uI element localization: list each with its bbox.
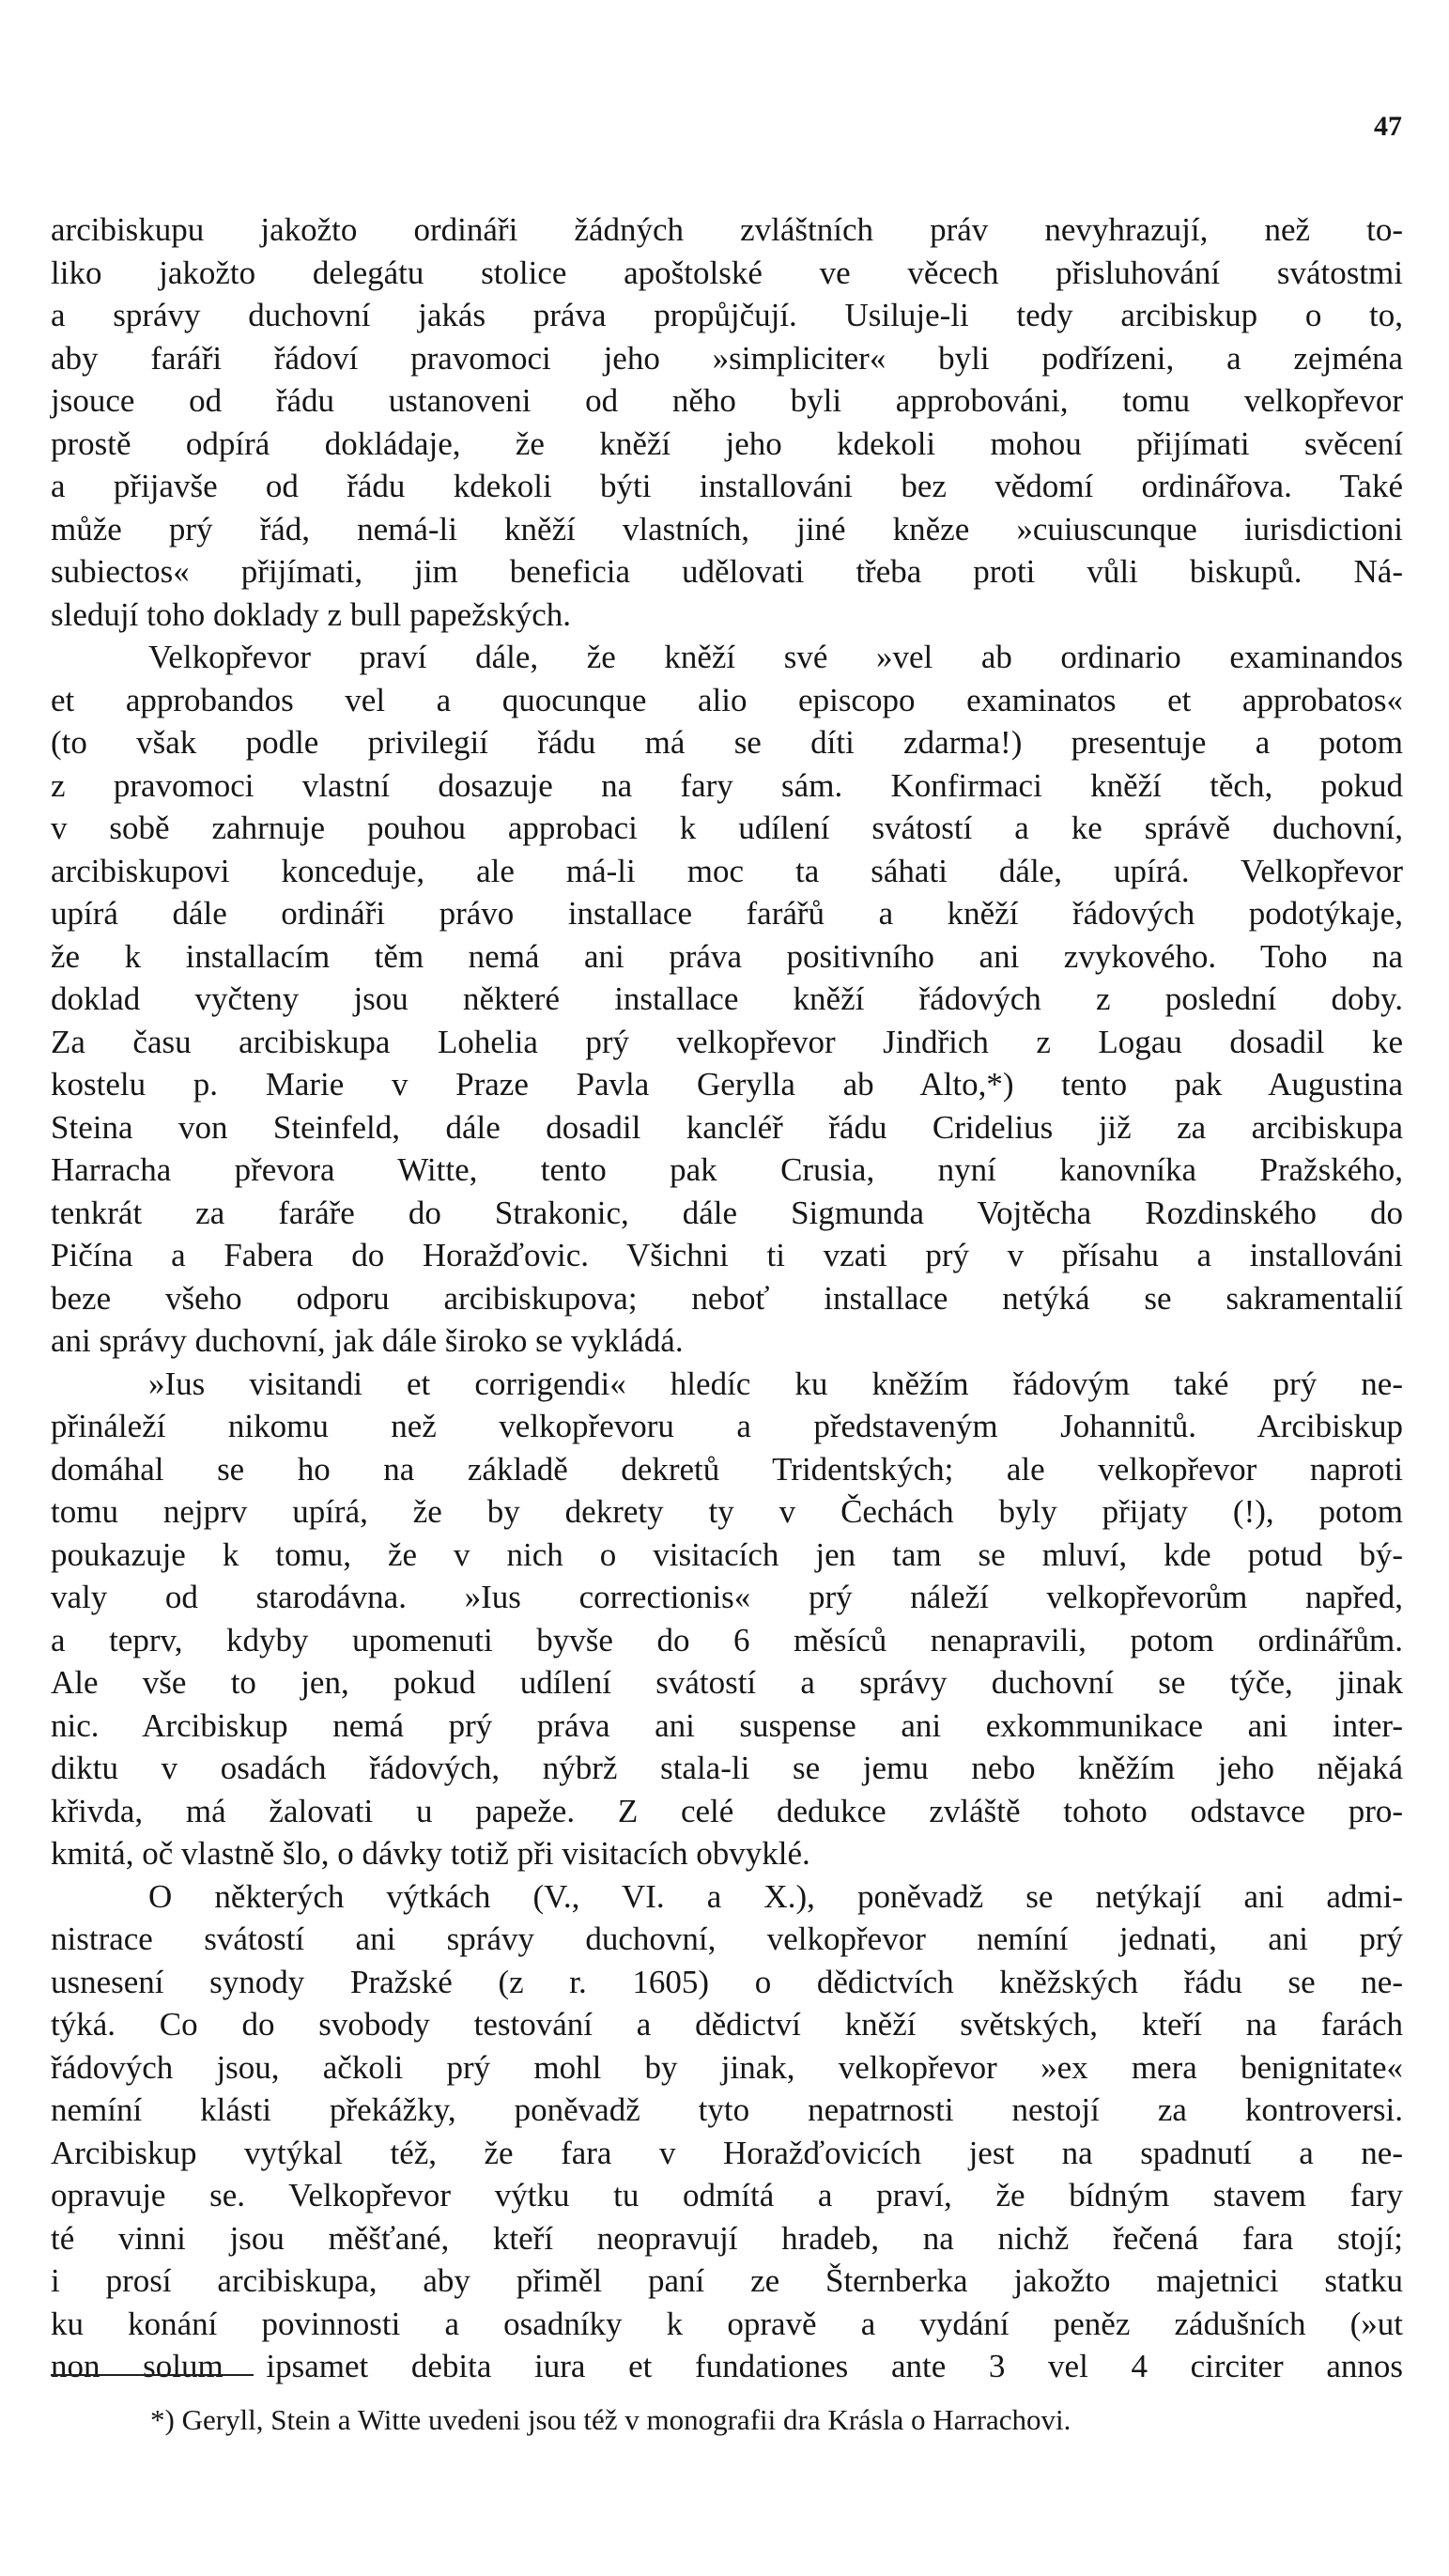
text-line: usnesení synody Pražské (z r. 1605) o dědictvích kněžských řádu se ne- bbox=[51, 1963, 1403, 2000]
text-line: valy od starodávna. »Ius correctionis« prý náleží velkopřevorům napřed, bbox=[51, 1579, 1403, 1615]
footnote-divider bbox=[51, 2374, 254, 2376]
text-line: i prosí arcibiskupa, aby přiměl paní ze Šternberka jakožto majetnici statku bbox=[51, 2262, 1403, 2299]
text-line: diktu v osadách řádových, nýbrž stala-li se jemu nebo kněžím jeho nějaká bbox=[51, 1750, 1403, 1786]
body-text bbox=[51, 208, 1403, 2388]
text-line: sledují toho doklady z bull papežských. bbox=[51, 595, 572, 633]
text-line: upírá dále ordináři právo installace farářů a kněží řádových podotýkaje, bbox=[51, 895, 1403, 932]
text-line: kmitá, oč vlastně šlo, o dávky totiž při visitacích obvyklé. bbox=[51, 1835, 810, 1872]
text-line: doklad vyčteny jsou některé installace kněží řádových z poslední doby. bbox=[51, 980, 1403, 1017]
footnote: *) Geryll, Stein a Witte uvedeni jsou též v monografii dra Krásla o Harrachovi. bbox=[150, 2403, 1071, 2436]
text-line: beze všeho odporu arcibiskupova; neboť installace netýká se sakramentalií bbox=[51, 1279, 1403, 1317]
text-line: aby faráři řádoví pravomoci jeho »simpliciter« byli podřízeni, a zejména bbox=[51, 339, 1403, 377]
text-line: tenkrát za faráře do Strakonic, dále Sigmunda Vojtěcha Rozdinského do bbox=[51, 1194, 1403, 1231]
text-line: subiectos« přijímati, jim beneficia udělovati třeba proti vůli biskupů. Ná- bbox=[51, 553, 1403, 590]
text-line: arcibiskupovi konceduje, ale má-li moc ta sáhati dále, upírá. Velkopřevor bbox=[51, 852, 1403, 889]
text-line: nic. Arcibiskup nemá prý práva ani suspense ani exkommunikace ani inter- bbox=[51, 1706, 1403, 1744]
text-line: et approbandos vel a quocunque alio episcopo examinatos et approbatos« bbox=[51, 681, 1403, 718]
text-line: té vinni jsou měšťané, kteří neopravují hradeb, na nichž řečená fara stojí; bbox=[51, 2219, 1403, 2257]
text-line: poukazuje k tomu, že v nich o visitacích jen tam se mluví, kde potud bý- bbox=[51, 1535, 1403, 1573]
text-line: že k installacím těm nemá ani práva positivního ani zvykového. Toho na bbox=[51, 937, 1403, 975]
text-line: liko jakožto delegátu stolice apoštolské ve věcech přisluhování svátostmi bbox=[51, 254, 1403, 291]
text-line: kostelu p. Marie v Praze Pavla Gerylla ab Alto,*) tento pak Augustina bbox=[51, 1066, 1403, 1103]
text-line: Ale vše to jen, pokud udílení svátostí a správy duchovní se týče, jinak bbox=[51, 1664, 1403, 1701]
text-line: domáhal se ho na základě dekretů Tridentských; ale velkopřevor naproti bbox=[51, 1450, 1403, 1488]
text-line: opravuje se. Velkopřevor výtku tu odmítá a praví, že bídným stavem fary bbox=[51, 2177, 1403, 2214]
text-line: Za času arcibiskupa Lohelia prý velkopřevor Jindřich z Logau dosadil ke bbox=[51, 1023, 1403, 1060]
text-line: Velkopřevor praví dále, že kněží své »vel ab ordinario examinandos bbox=[148, 639, 1403, 675]
text-line: Harracha převora Witte, tento pak Crusia, nyní kanovníka Pražského, bbox=[51, 1151, 1403, 1188]
text-line: O některých výtkách (V., VI. a X.), poněvadž se netýkají ani admi- bbox=[148, 1877, 1403, 1915]
text-line: Pičína a Fabera do Horažďovic. Všichni ti vzati prý v přísahu a installováni bbox=[51, 1237, 1403, 1273]
text-line: a teprv, kdyby upomenuti byvše do 6 měsíců nenapravili, potom ordinářům. bbox=[51, 1621, 1403, 1658]
text-line: a správy duchovní jakás práva propůjčují. Usiluje-li tedy arcibiskup o to, bbox=[51, 297, 1403, 333]
text-line: týká. Co do svobody testování a dědictví kněží světských, kteří na farách bbox=[51, 2006, 1403, 2043]
text-line: Steina von Steinfeld, dále dosadil kancléř řádu Cridelius již za arcibiskupa bbox=[51, 1108, 1403, 1146]
text-line: tomu nejprv upírá, že by dekrety ty v Čechách byly přijaty (!), potom bbox=[51, 1493, 1403, 1530]
text-line: může prý řád, nemá-li kněží vlastních, jiné kněze »cuiuscunque iurisdictioni bbox=[51, 510, 1403, 548]
text-line: Arcibiskup vytýkal též, že fara v Horažďovicích jest na spadnutí a ne- bbox=[51, 2134, 1403, 2171]
text-line: non solum ipsamet debita iura et fundationes ante 3 vel 4 circiter annos bbox=[51, 2348, 1403, 2384]
text-line: »Ius visitandi et corrigendi« hledíc ku kněžím řádovým také prý ne- bbox=[148, 1365, 1403, 1402]
text-line: (to však podle privilegií řádu má se díti zdarma!) presentuje a potom bbox=[51, 724, 1403, 761]
text-line: ku konání povinnosti a osadníky k opravě a vydání peněz zádušních (»ut bbox=[51, 2305, 1403, 2342]
text-line: křivda, má žalovati u papeže. Z celé dedukce zvláště tohoto odstavce pro- bbox=[51, 1792, 1403, 1829]
text-line: a přijavše od řádu kdekoli býti installováni bez vědomí ordinářova. Také bbox=[51, 468, 1403, 504]
text-line: nemíní klásti překážky, poněvadž tyto nepatrnosti nestojí za kontroversi. bbox=[51, 2091, 1403, 2128]
page-number: 47 bbox=[1374, 111, 1402, 142]
text-line: z pravomoci vlastní dosazuje na fary sám. Konfirmaci kněží těch, pokud bbox=[51, 766, 1403, 804]
text-line: jsouce od řádu ustanoveni od něho byli approbováni, tomu velkopřevor bbox=[51, 382, 1403, 419]
text-line: nistrace svátostí ani správy duchovní, velkopřevor nemíní jednati, ani prý bbox=[51, 1920, 1403, 1957]
text-line: řádových jsou, ačkoli prý mohl by jinak, velkopřevor »ex mera benignitate« bbox=[51, 2048, 1403, 2086]
text-line: ani správy duchovní, jak dále široko se vykládá. bbox=[51, 1322, 684, 1359]
text-line: arcibiskupu jakožto ordináři žádných zvláštních práv nevyhrazují, než to- bbox=[51, 211, 1403, 248]
text-line: přináleží nikomu než velkopřevoru a představeným Johannitů. Arcibiskup bbox=[51, 1408, 1403, 1444]
text-line: prostě odpírá dokládaje, že kněží jeho kdekoli mohou přijímati svěcení bbox=[51, 424, 1403, 462]
text-line: v sobě zahrnuje pouhou approbaci k udílení svátostí a ke správě duchovní, bbox=[51, 810, 1403, 846]
